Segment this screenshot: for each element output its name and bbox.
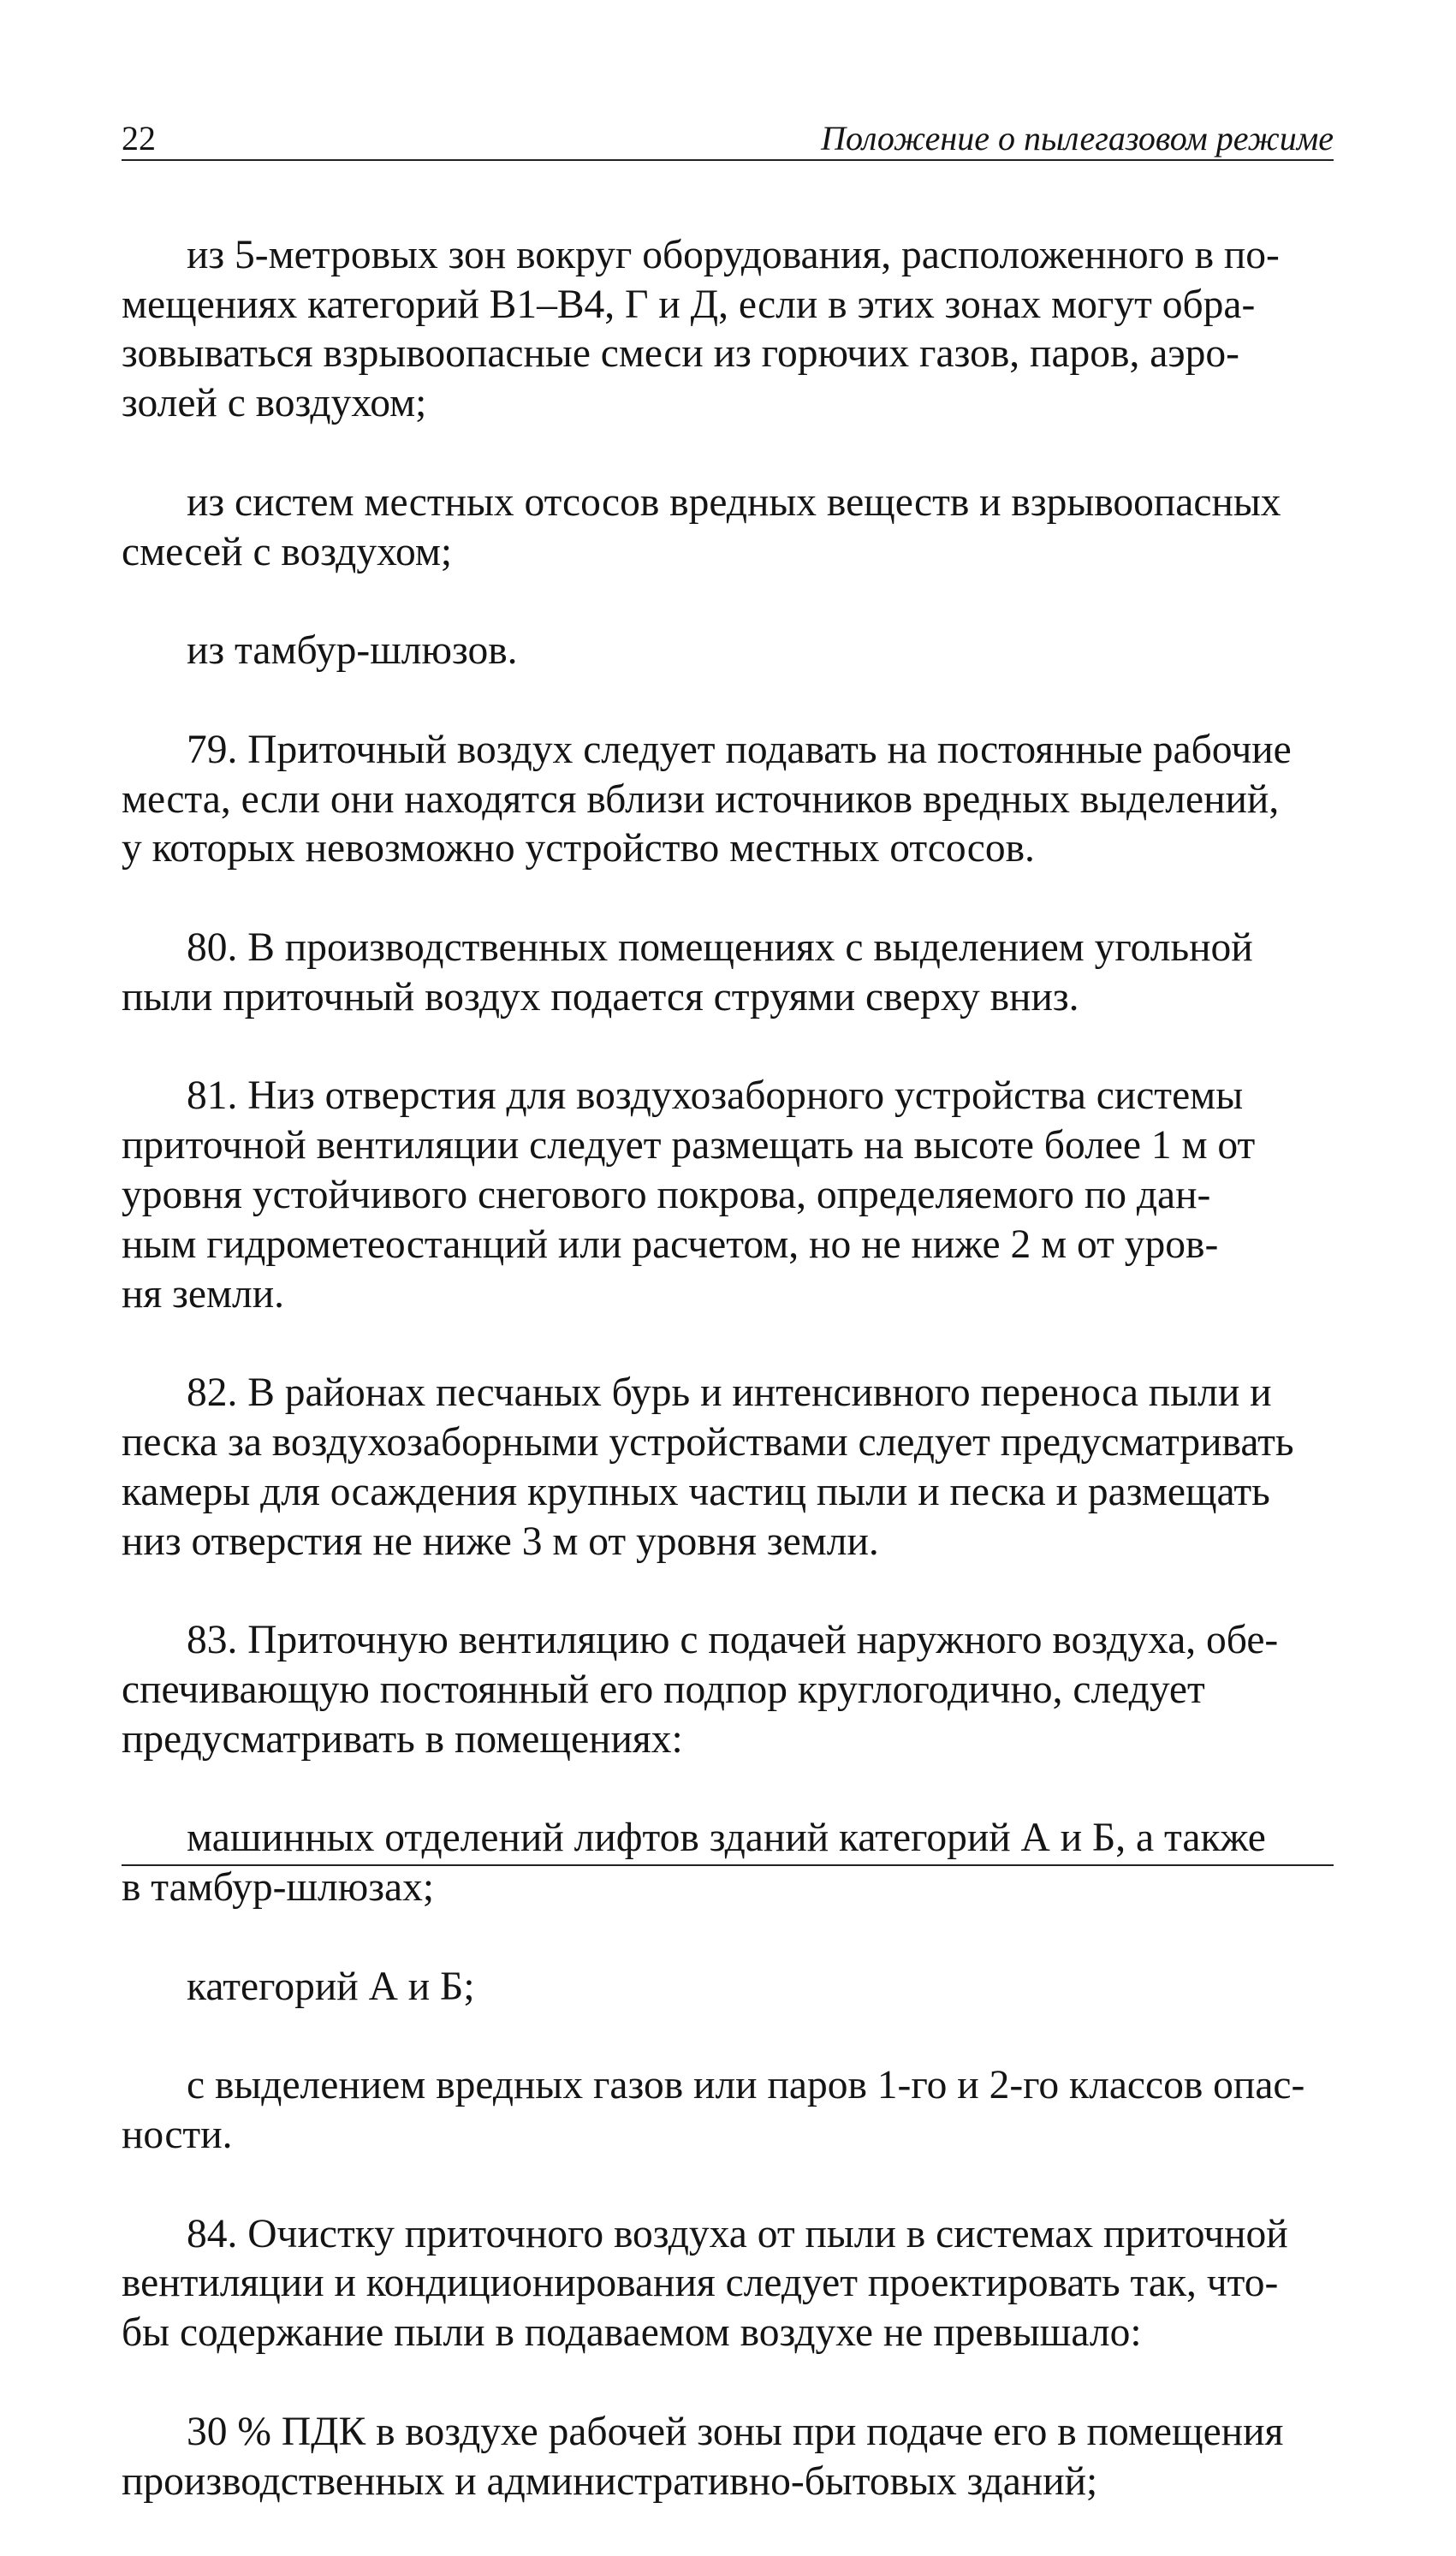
- paragraph-83-hazard-classes: с выделением вредных газов или паров 1-го и 2-го классов опас- ности.: [122, 2063, 1305, 2158]
- running-title: Положение о пылегазовом режиме: [821, 119, 1334, 158]
- bottom-rule: [122, 1864, 1334, 1866]
- paragraph-84-mpc-limit: 30 % ПДК в воздухе рабочей зоны при подаче его в помещения производственных и административно-бытовых зданий;: [122, 2409, 1284, 2504]
- page-header: [122, 110, 1334, 161]
- paragraph-80: 80. В производственных помещениях с выделением угольной пыли приточный воздух подается струями сверху вниз.: [122, 924, 1253, 1019]
- page-number: 22: [122, 119, 156, 158]
- paragraph-84: 84. Очистку приточного воздуха от пыли в системах приточной вентиляции и кондиционирования следует проектировать так, что- бы содержание пыли в подаваемом воздухе не превышало:: [122, 2211, 1288, 2356]
- paragraph-airlocks: из тамбур-шлюзов.: [187, 628, 518, 674]
- paragraph-81: 81. Низ отверстия для воздухозаборного устройства системы приточной вентиляции следует размещать на высоте более 1 м от уровня устойчивого снегового покрова, определяемого по дан- ным гидрометеостанций или расчетом, но не ниже 2 м от уров- ня земли.: [122, 1073, 1256, 1317]
- page-body: [122, 181, 1334, 2556]
- paragraph-83: 83. Приточную вентиляцию с подачей наружного воздуха, обе- спечивающую постоянный его подпор круглогодично, следует предусматривать в помещениях:: [122, 1618, 1279, 1762]
- paragraph-79: 79. Приточный воздух следует подавать на постоянные рабочие места, если они находятся вблизи источников вредных выделений, у которых невозможно устройство местных отсосов.: [122, 727, 1292, 871]
- paragraph-83-elevator-rooms: машинных отделений лифтов зданий категорий А и Б, а также в тамбур-шлюзах;: [122, 1816, 1266, 1911]
- paragraph-82: 82. В районах песчаных бурь и интенсивного переноса пыли и песка за воздухозаборными устройствами следует предусматривать камеры для осаждения крупных частиц пыли и песка и размещать низ отверстия не ниже 3 м от уровня земли.: [122, 1370, 1294, 1564]
- paragraph-local-exhaust: из систем местных отсосов вредных веществ и взрывоопасных смесей с воздухом;: [122, 479, 1281, 574]
- paragraph-vent-zones: из 5-метровых зон вокруг оборудования, расположенного в по- мещениях категорий В1–В4, Г и Д, если в этих зонах могут обра- зовываться взрывоопасные смеси из горючих газов, паров, аэро- золей с воздухом;: [122, 232, 1280, 426]
- paragraph-83-categories: категорий А и Б;: [187, 1964, 475, 2009]
